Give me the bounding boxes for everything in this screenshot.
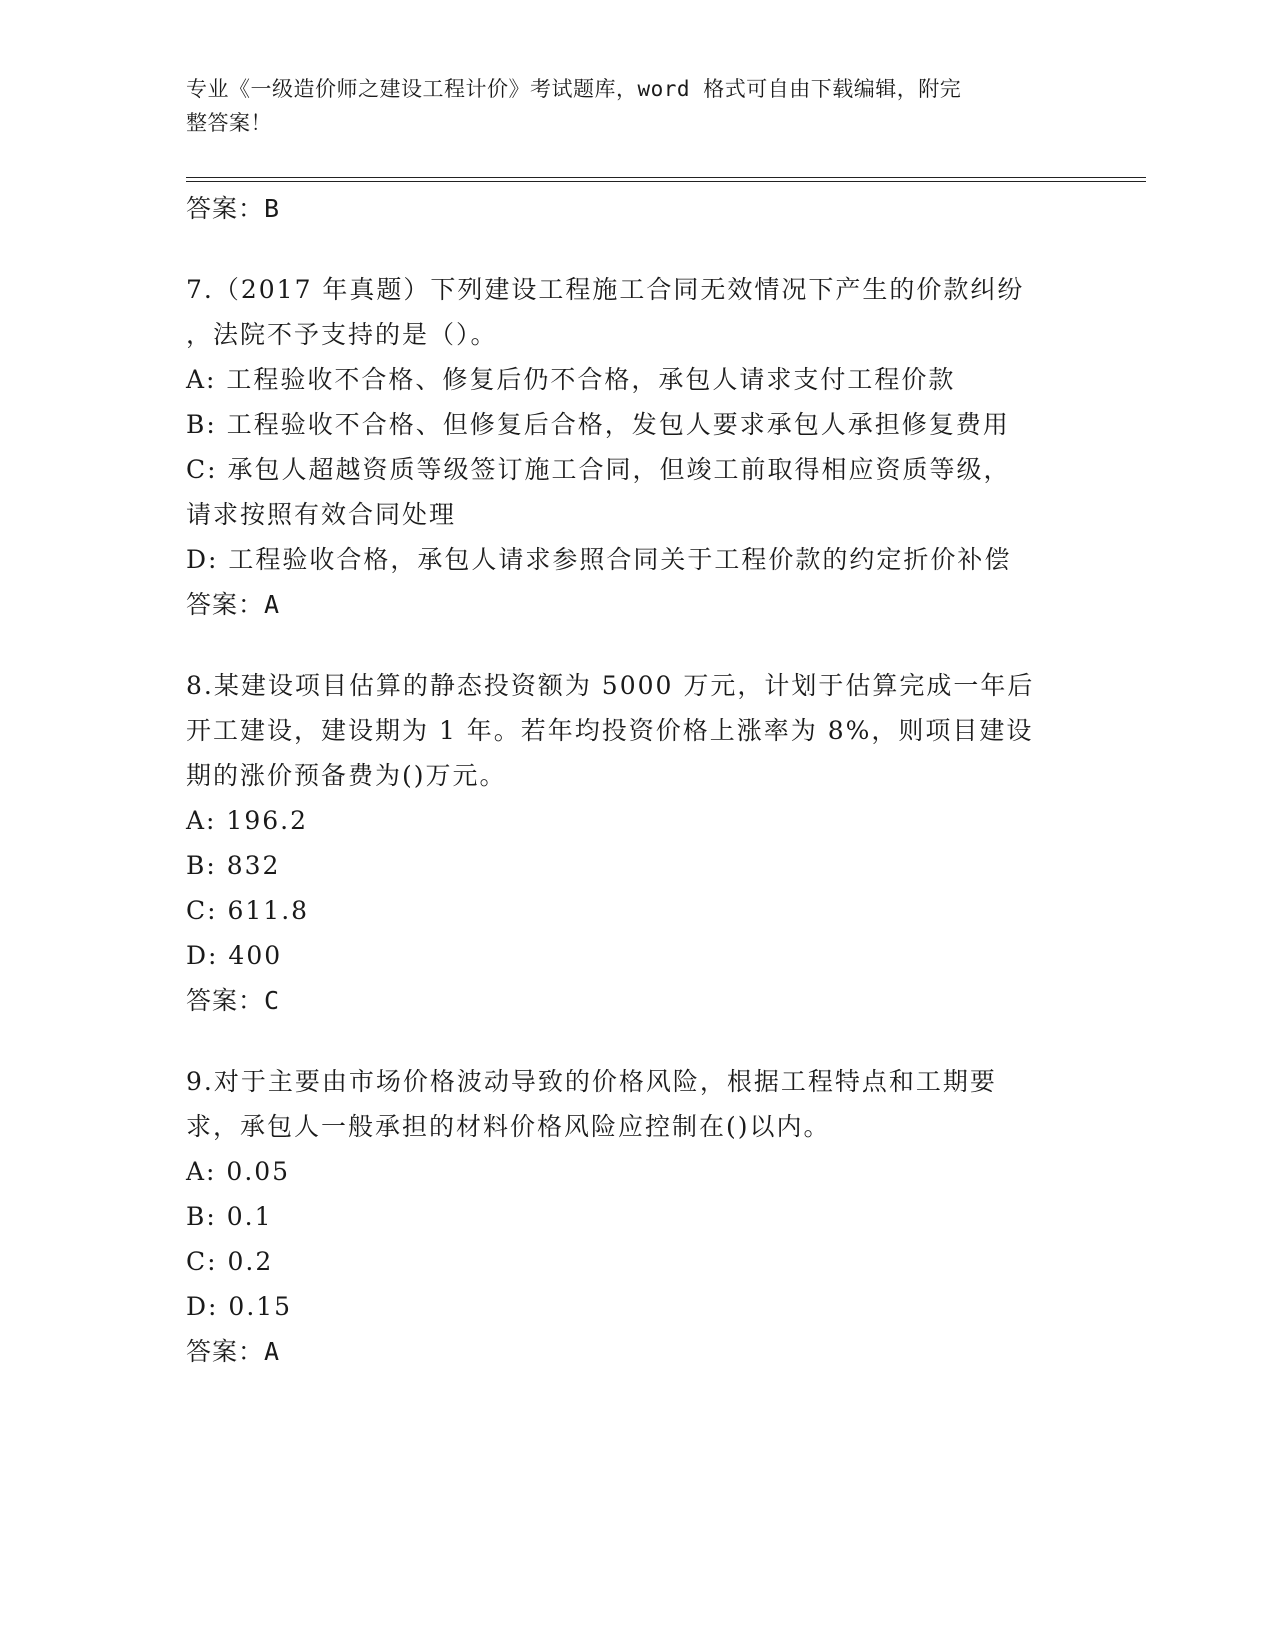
option-d: D: 0.15 — [186, 1292, 293, 1321]
option-d: D: 工程验收合格，承包人请求参照合同关于工程价款的约定折价补偿 — [186, 545, 1012, 574]
document-header — [186, 72, 1066, 140]
option-b: B: 工程验收不合格、但修复后合格，发包人要求承包人承担修复费用 — [186, 410, 1010, 439]
question-list — [186, 186, 1086, 1374]
question-stem-line: ，法院不予支持的是（）。 — [186, 320, 498, 349]
answer-label: 答案：A — [186, 1337, 281, 1366]
question-9 — [186, 1059, 1086, 1374]
question-stem-line: 9.对于主要由市场价格波动导致的价格风险，根据工程特点和工期要 — [186, 1067, 997, 1096]
question-stem-line: 开工建设，建设期为 1 年。若年均投资价格上涨率为 8%，则项目建设 — [186, 716, 1034, 745]
question-8 — [186, 663, 1086, 1023]
option-b: B: 832 — [186, 851, 281, 880]
option-c: C: 611.8 — [186, 896, 310, 925]
option-c-continued: 请求按照有效合同处理 — [186, 500, 457, 529]
answer-label: 答案：C — [186, 986, 281, 1015]
question-stem-line: 期的涨价预备费为()万元。 — [186, 761, 507, 790]
option-c: C: 0.2 — [186, 1247, 274, 1276]
question-7 — [186, 267, 1086, 627]
question-stem-line: 7.（2017 年真题）下列建设工程施工合同无效情况下产生的价款纠纷 — [186, 275, 1025, 304]
option-b: B: 0.1 — [186, 1202, 273, 1231]
header-rule-top — [186, 177, 1146, 178]
option-a: A: 196.2 — [186, 806, 308, 835]
option-a: A: 0.05 — [186, 1157, 291, 1186]
question-stem-line: 求，承包人一般承担的材料价格风险应控制在()以内。 — [186, 1112, 831, 1141]
option-a: A: 工程验收不合格、修复后仍不合格，承包人请求支付工程价款 — [186, 365, 956, 394]
header-line-2: 整答案！ — [186, 111, 272, 135]
option-c: C: 承包人超越资质等级签订施工合同，但竣工前取得相应资质等级， — [186, 455, 1011, 484]
option-d: D: 400 — [186, 941, 283, 970]
previous-answer: 答案：B — [186, 194, 281, 223]
header-line-1: 专业《一级造价师之建设工程计价》考试题库，word 格式可自由下载编辑，附完 — [186, 77, 962, 101]
header-rule-bottom — [186, 181, 1146, 182]
question-stem-line: 8.某建设项目估算的静态投资额为 5000 万元，计划于估算完成一年后 — [186, 671, 1035, 700]
answer-label: 答案：A — [186, 590, 281, 619]
